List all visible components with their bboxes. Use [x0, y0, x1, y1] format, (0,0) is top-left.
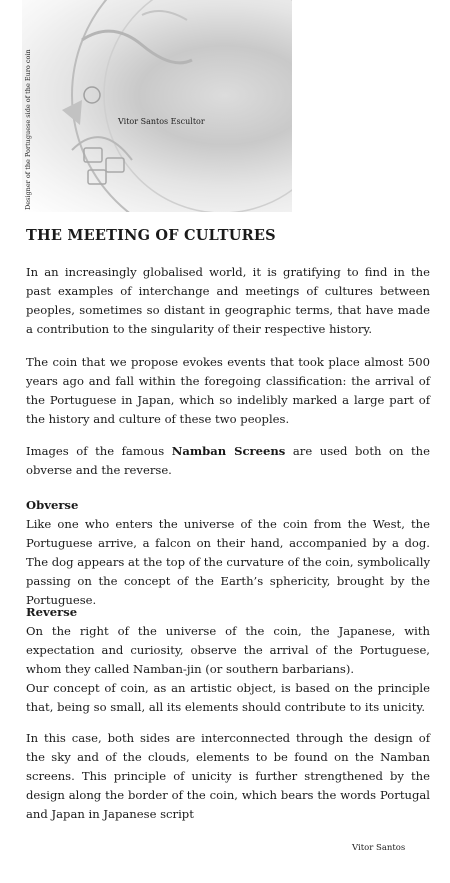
namban-screens-bold: Namban Screens	[171, 444, 286, 458]
coin-relief-graphic	[22, 0, 292, 212]
signature: Vitor Santos	[352, 843, 406, 853]
closing-paragraph: In this case, both sides are interconnected through the design of the sky and of the clouds, elements to be found on the Namban screens. This principle of unicity is further strengthened by the design along the border of the coin, which bears the words Portugal and Japan in Japanese script	[26, 731, 430, 821]
images-paragraph	[26, 442, 430, 480]
obverse-text: Like one who enters the universe of the coin from the West, the Portuguese arrive, a falcon on their hand, accompanied by a dog. The dog appears at the top of the curvature of the coin, symbolically passing on the concept of the Earth’s sphericity, brought by the Portuguese.	[26, 517, 430, 607]
page-title: THE MEETING OF CULTURES	[26, 227, 276, 244]
obverse-section	[26, 496, 430, 610]
reverse-heading: Reverse	[26, 605, 78, 619]
intro-paragraph: In an increasingly globalised world, it is gratifying to find in the past examples of interchange and meetings of cultures between peoples, sometimes so distant in geographic terms, that have made a contribution to the singularity of their respective history.	[26, 265, 430, 336]
coin-photo	[22, 0, 292, 212]
obverse-heading: Obverse	[26, 498, 79, 512]
coin-paragraph: The coin that we propose evokes events that took place almost 500 years ago and fall within the foregoing classification: the arrival of the Portuguese in Japan, which so indelibly marked a large part of the history and culture of these two peoples.	[26, 355, 430, 426]
sculptor-credit: Vitor Santos Escultor	[118, 117, 205, 126]
concept-paragraph: Our concept of coin, as an artistic object, is based on the principle that, being so small, all its elements should contribute to its unicity.	[26, 681, 430, 714]
side-caption: Designer of the Portuguese side of the Euro coin	[24, 49, 32, 210]
reverse-section	[26, 603, 430, 679]
images-text-end: are used both on the obverse and the reverse.	[26, 444, 431, 477]
images-text-start: Images of the famous	[26, 444, 172, 458]
reverse-text: On the right of the universe of the coin, the Japanese, with expectation and curiosity, observe the arrival of the Portuguese, whom they called Namban-jin (or southern barbarians).	[26, 624, 430, 676]
